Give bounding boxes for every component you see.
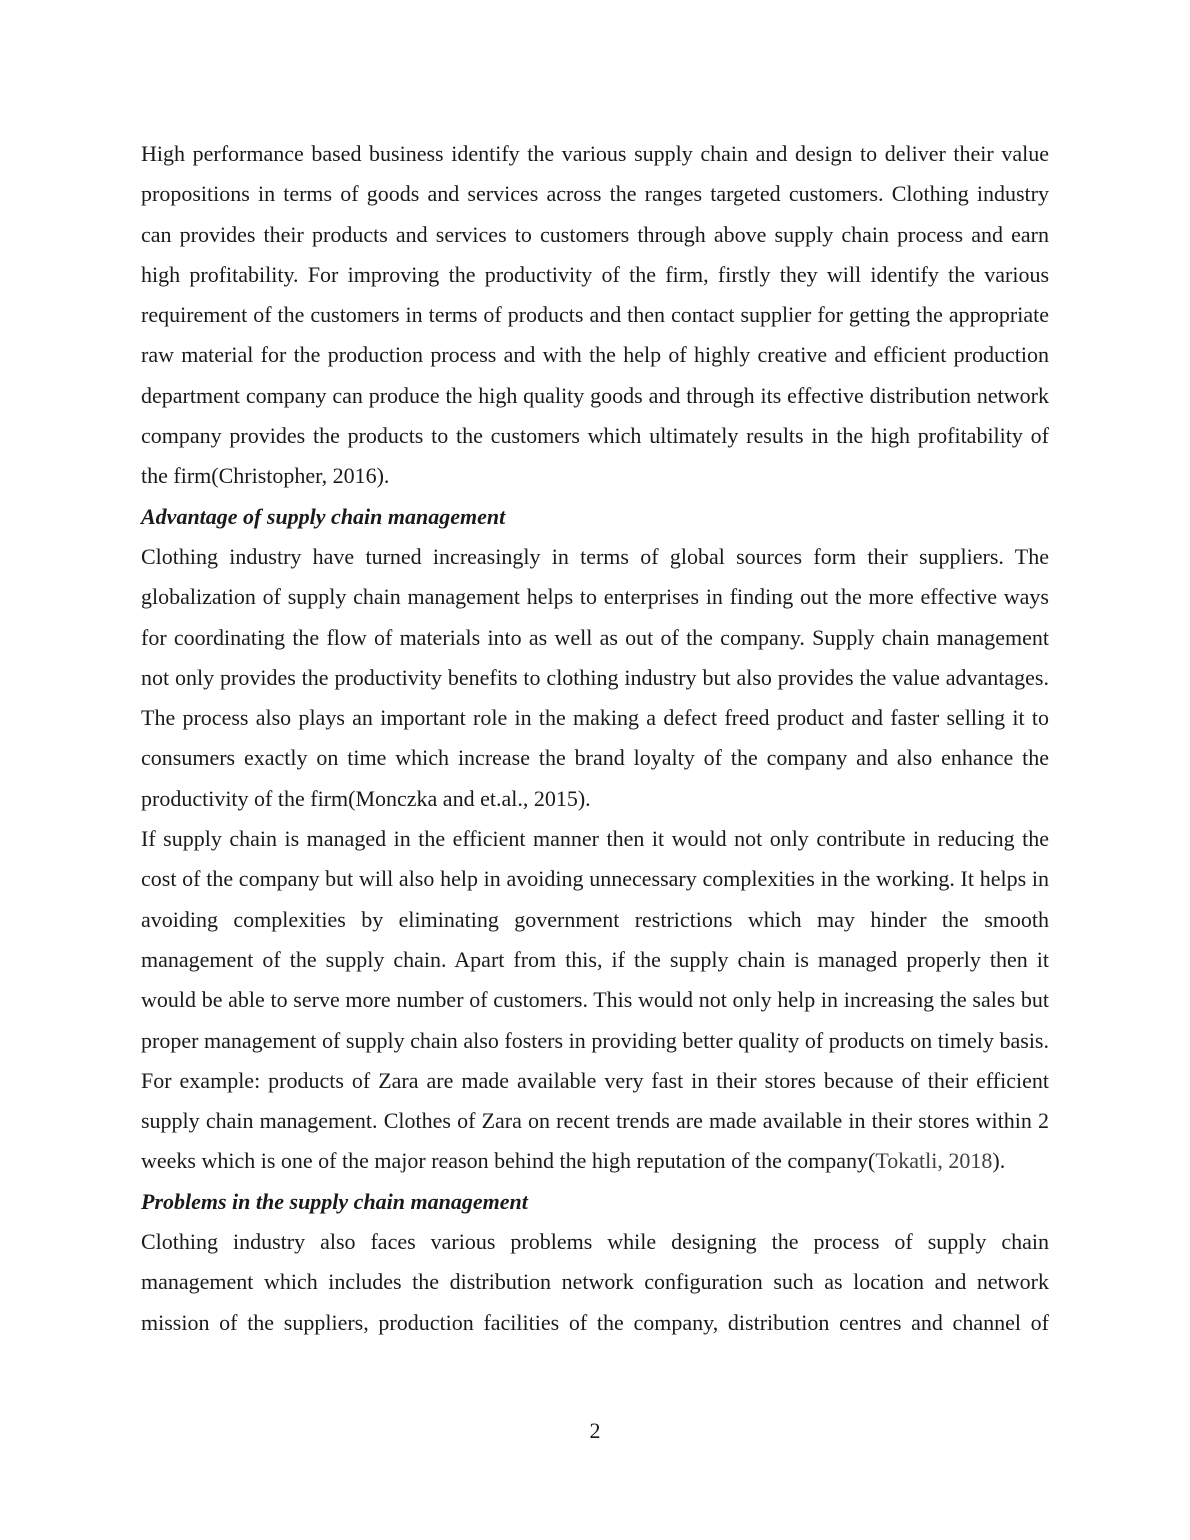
heading-problems: Problems in the supply chain management: [141, 1188, 528, 1214]
heading-advantage: Advantage of supply chain management: [141, 503, 506, 529]
paragraph-efficient-management-text: If supply chain is managed in the efficient manner then it would not only contribute in reducing the cost of the company but will also help in avoiding unnecessary complexities in the working. It helps in avoiding complexities by eliminating government restrictions which may hinder the smooth management of the supply chain. Apart from this, if the supply chain is managed properly then it would be able to serve more number of customers. This would not only help in increasing the sales but proper management of supply chain also fosters in providing better quality of products on timely basis. For example: products of Zara are made available very fast in their stores because of their efficient supply chain management. Clothes of Zara on recent trends are made available in their stores within 2 weeks which is one of the major reason behind the high reputation of the company(: [141, 826, 1049, 1174]
page-number: 2: [589, 1418, 601, 1443]
paragraph-supply-chain-intro: High performance based business identify the various supply chain and design to deliver their value propositions in terms of goods and services across the ranges targeted customers. Clothing industry can provides their products and services to customers through above supply chain process and earn high profitability. For improving the productivity of the firm, firstly they will identify the various requirement of the customers in terms of products and then contact supplier for getting the appropriate raw material for the production process and with the help of highly creative and efficient production department company can produce the high quality goods and through its effective distribution network company provides the products to the customers which ultimately results in the high profitability of the firm(Christopher, 2016).: [141, 141, 1049, 489]
citation-tokatli: Tokatli, 2018: [875, 1148, 993, 1174]
paragraph-advantages: Clothing industry have turned increasingly in terms of global sources form their suppliers. The globalization of supply chain management helps to enterprises in finding out the more effective ways for coordinating the flow of materials into as well as out of the company. Supply chain management not only provides the productivity benefits to clothing industry but also provides the value advantages. The process also plays an important role in the making a defect freed product and faster selling it to consumers exactly on time which increase the brand loyalty of the company and also enhance the productivity of the firm(Monczka and et.al., 2015).: [141, 543, 1049, 811]
paragraph-efficient-management-end: ).: [992, 1148, 1006, 1174]
paragraph-efficient-management: [141, 819, 1049, 1182]
paragraph-problems: Clothing industry also faces various problems while designing the process of supply chain management which includes the distribution network configuration such as location and network mission of the suppliers, production facilities of the company, distribution centres and channel of: [141, 1229, 1049, 1335]
document-body: [141, 134, 1049, 1343]
